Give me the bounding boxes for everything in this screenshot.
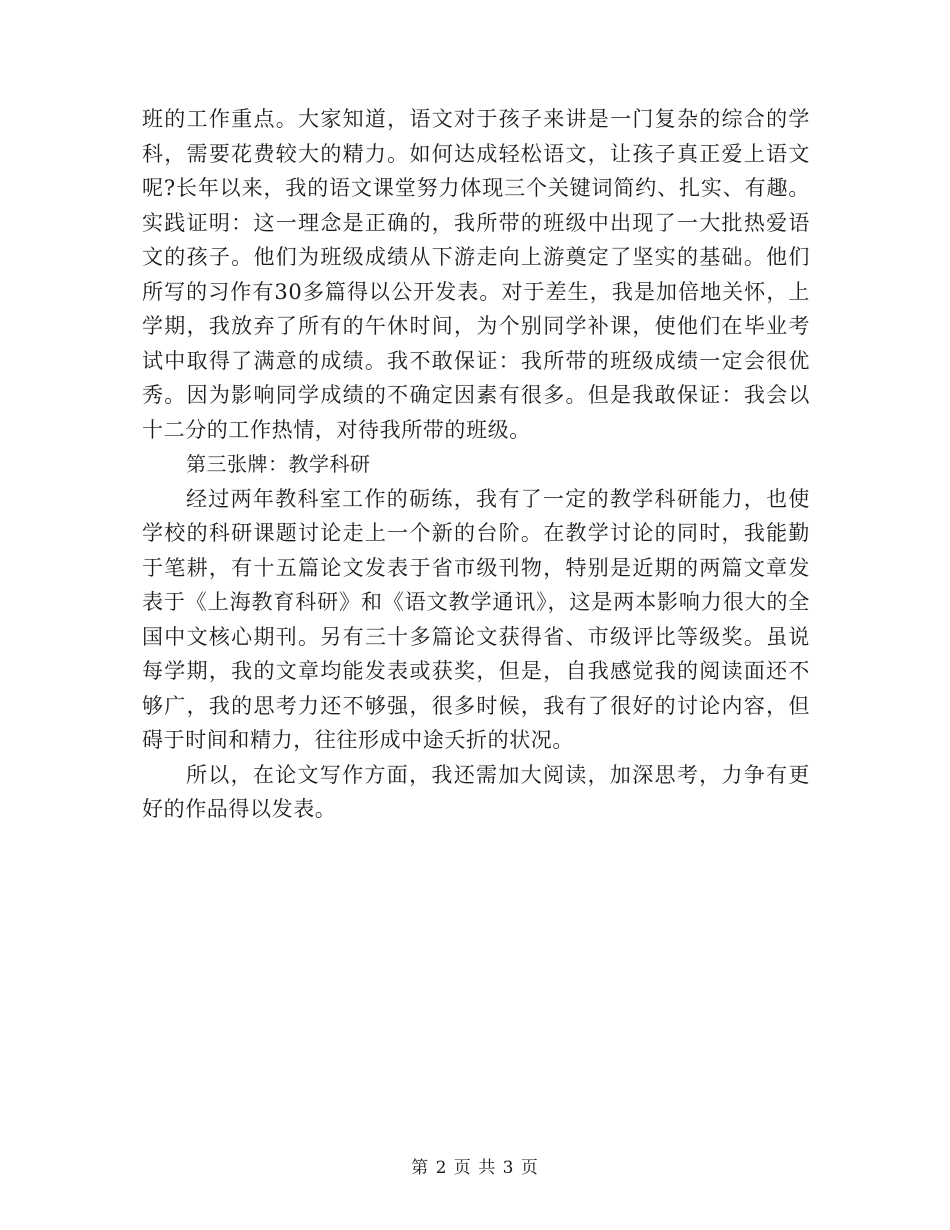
section-heading: 第三张牌：教学科研: [186, 452, 371, 476]
paragraph-research: 经过两年教科室工作的砺练，我有了一定的教学科研能力，也使学校的科研课题讨论走上一个新的台阶。在教学讨论的同时，我能勤于笔耕，有十五篇论文发表于省市级刊物，特别是近期的两篇文章发表于《上海教育科研》和《语文教学通讯》，这是两本影响力很大的全国中文核心期刊。另有三十多篇论文获得省、市级评比等级奖。虽说每学期，我的文章均能发表或获奖，但是，自我感觉我的阅读面还不够广，我的思考力还不够强，很多时候，我有了很好的讨论内容，但碍于时间和精力，往往形成中途夭折的状况。: [142, 486, 810, 752]
page-footer: [0, 1153, 950, 1178]
paragraph-continuation: 班的工作重点。大家知道，语文对于孩子来讲是一门复杂的综合的学科，需要花费较大的精力。如何达成轻松语文，让孩子真正爱上语文呢?长年以来，我的语文课堂努力体现三个关键词简约、扎实、有趣。实践证明：这一理念是正确的，我所带的班级中出现了一大批热爱语文的孩子。他们为班级成绩从下游走向上游奠定了坚实的基础。他们所写的习作有30多篇得以公开发表。对于差生，我是加倍地关怀，上学期，我放弃了所有的午休时间，为个别同学补课，使他们在毕业考试中取得了满意的成绩。我不敢保证：我所带的班级成绩一定会很优秀。因为影响同学成绩的不确定因素有很多。但是我敢保证：我会以十二分的工作热情，对待我所带的班级。: [142, 107, 810, 442]
document-body: [142, 102, 810, 827]
paragraph-conclusion: 所以，在论文写作方面，我还需加大阅读，加深思考，力争有更好的作品得以发表。: [142, 762, 810, 821]
page-number: 第 2 页 共 3 页: [411, 1158, 539, 1178]
